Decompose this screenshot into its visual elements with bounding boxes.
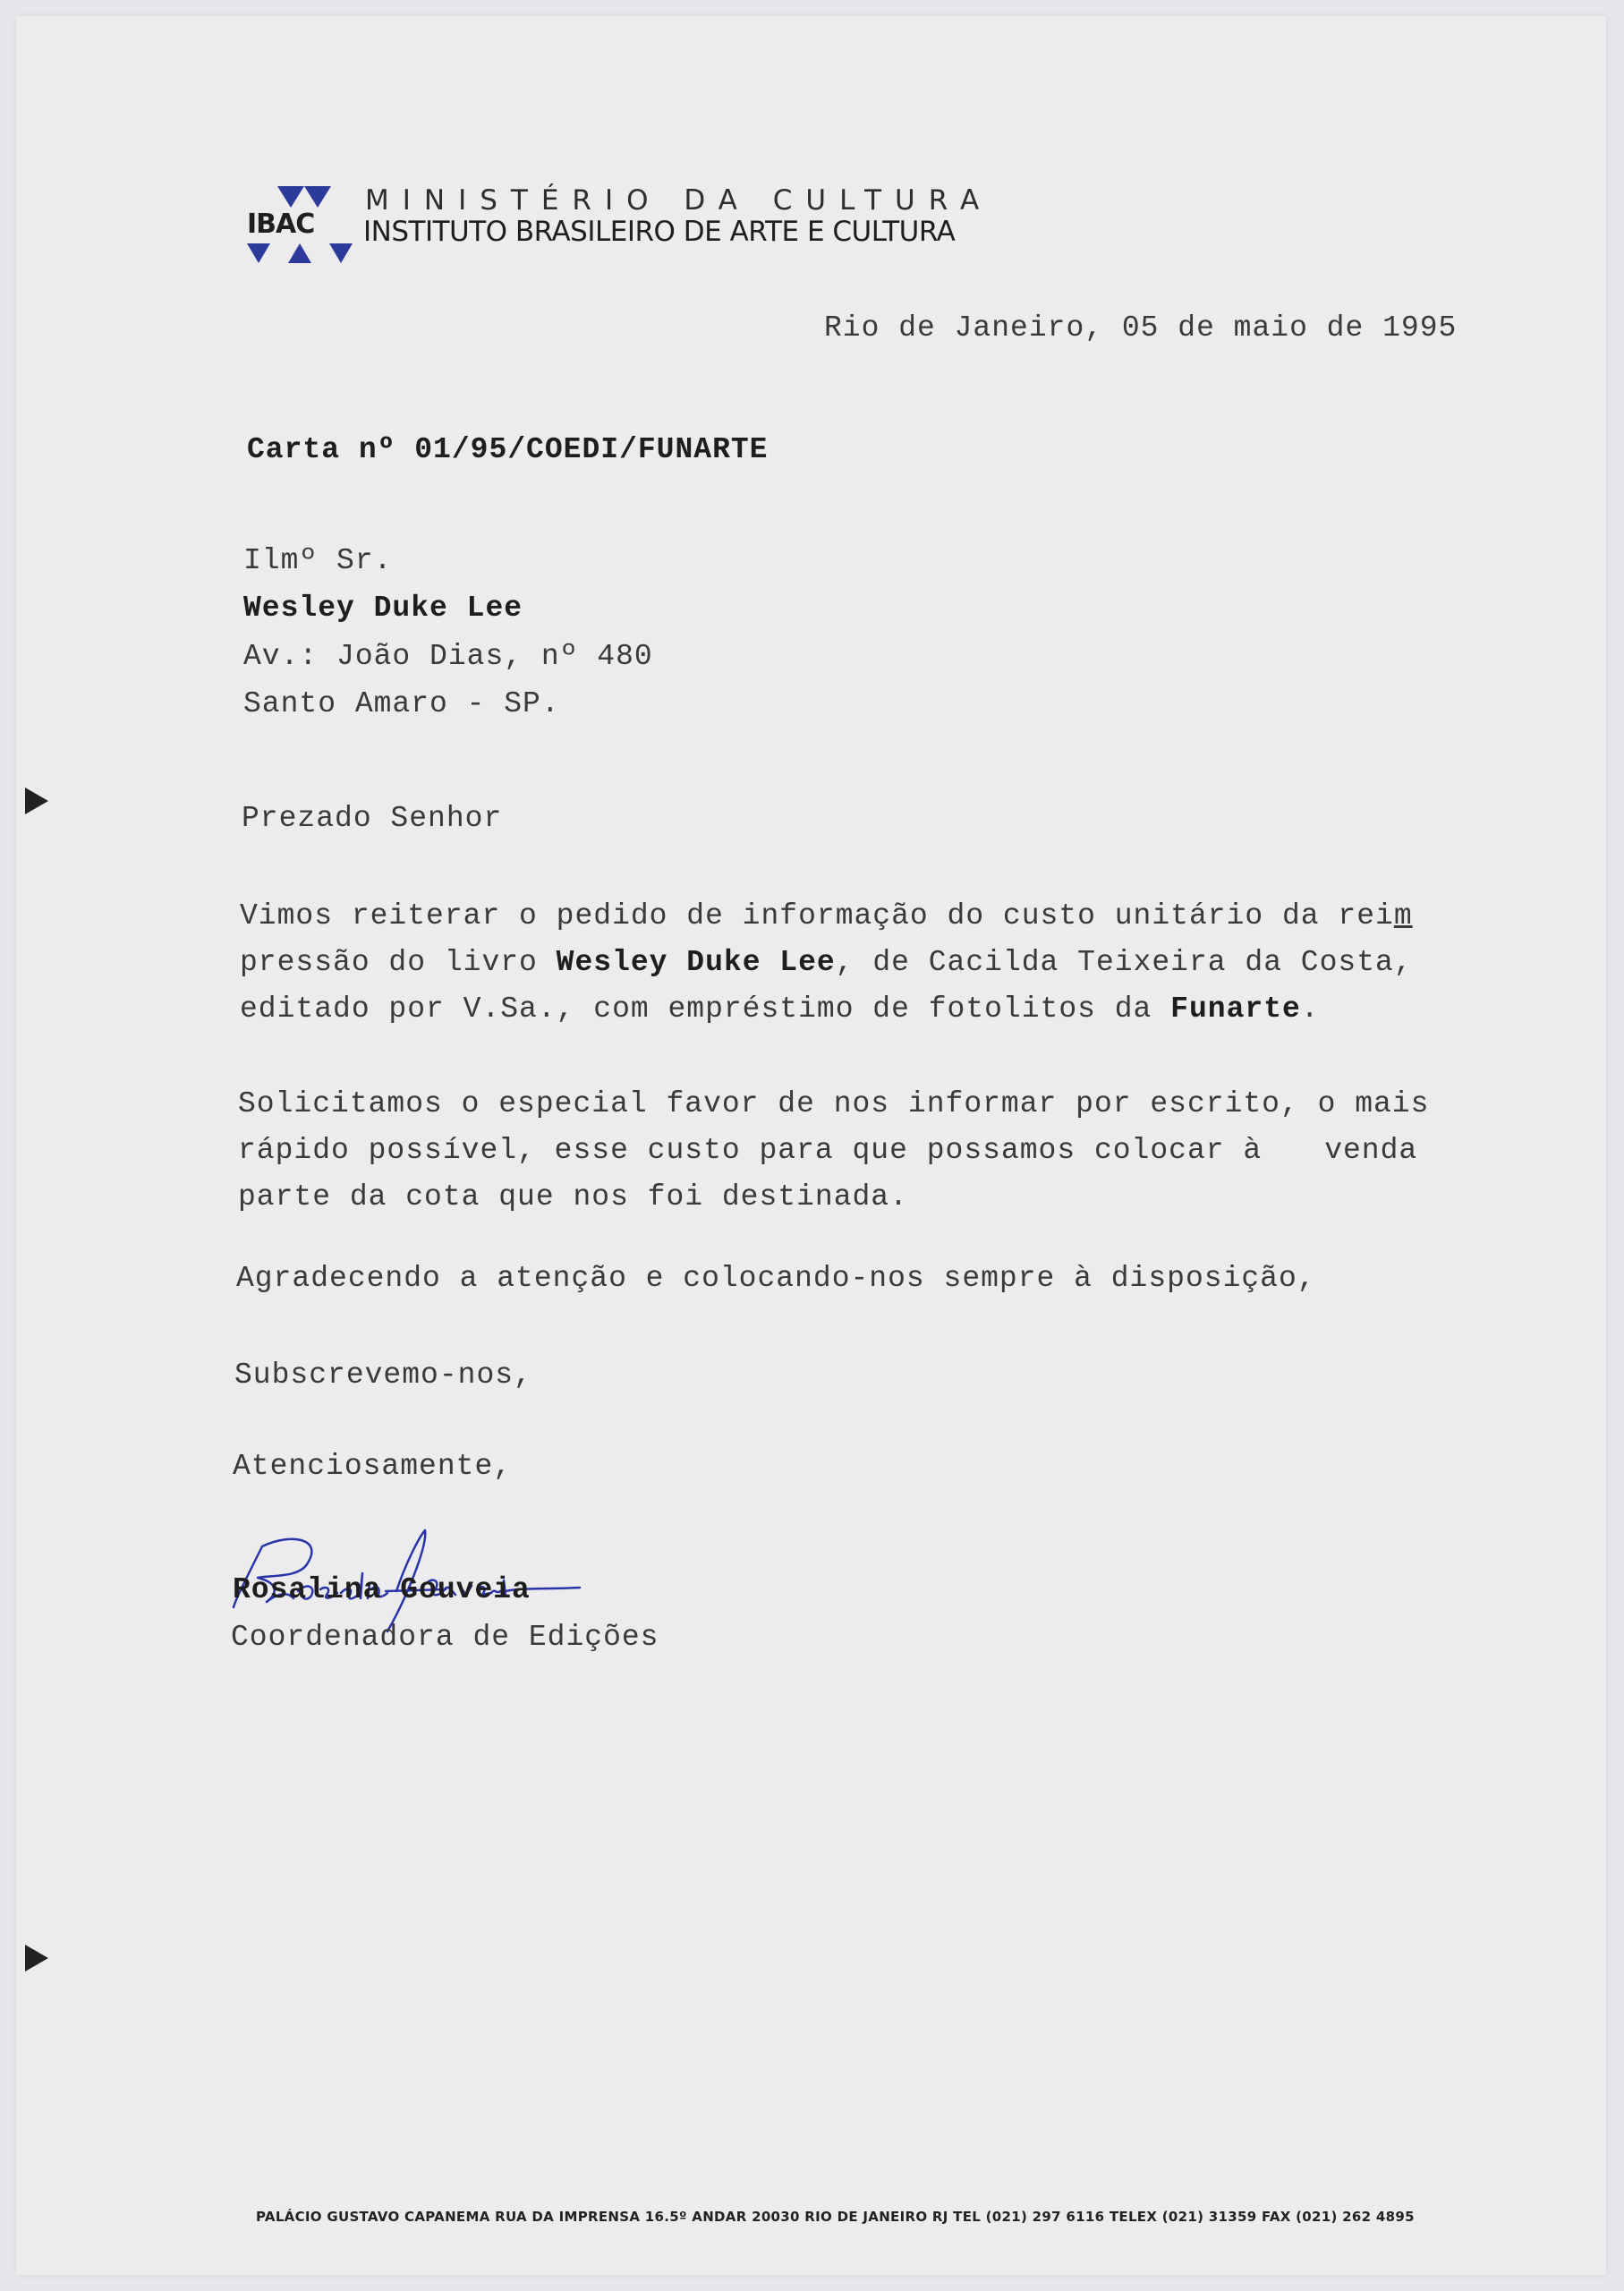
signatory-name: Rosalina Gouveia <box>233 1573 531 1606</box>
letter-reference: Carta nº 01/95/COEDI/FUNARTE <box>247 433 769 466</box>
paragraph-1-line-3: editado por V.Sa., com empréstimo de fotolitos da Funarte. <box>240 992 1320 1026</box>
letter-page <box>16 16 1606 2275</box>
greeting: Prezado Senhor <box>242 802 503 835</box>
date-line: Rio de Janeiro, 05 de maio de 1995 <box>824 311 1458 345</box>
fold-marker-top <box>25 788 48 814</box>
signatory-role: Coordenadora de Edições <box>231 1621 659 1654</box>
fold-marker-bottom <box>25 1945 48 1972</box>
body-paragraph-3: Agradecendo a atenção e colocando-nos sempre à disposição, <box>236 1262 1316 1295</box>
recipient-address-line1: Av.: João Dias, nº 480 <box>243 640 653 673</box>
body-paragraph-1 <box>240 893 1413 1033</box>
paragraph-2-line-1: Solicitamos o especial favor de nos informar por escrito, o mais <box>238 1087 1430 1120</box>
paragraph-2-line-3: parte da cota que nos foi destinada. <box>238 1180 908 1214</box>
logo-text: IBAC <box>247 209 315 240</box>
closing: Atenciosamente, <box>233 1450 513 1483</box>
body-paragraph-4: Subscrevemo-nos, <box>234 1358 532 1392</box>
paragraph-1-line-1: Vimos reiterar o pedido de informação do custo unitário da reim <box>240 899 1413 933</box>
letterhead-footer: PALÁCIO GUSTAVO CAPANEMA RUA DA IMPRENSA 16.5º ANDAR 20030 RIO DE JANEIRO RJ TEL (021) 297 6116 TELEX (021) 31359 FAX (021) 262 4895 <box>256 2209 1415 2225</box>
ministry-heading: MINISTÉRIO DA CULTURA <box>365 184 993 217</box>
paragraph-2-line-2: rápido possível, esse custo para que possamos colocar à venda <box>238 1134 1418 1167</box>
body-paragraph-2 <box>238 1081 1429 1221</box>
recipient-title: Ilmº Sr. <box>243 544 393 577</box>
recipient-address-line2: Santo Amaro - SP. <box>243 687 560 720</box>
institute-heading: INSTITUTO BRASILEIRO DE ARTE E CULTURA <box>363 216 956 248</box>
paragraph-1-line-2: pressão do livro Wesley Duke Lee, de Cacilda Teixeira da Costa, <box>240 946 1413 979</box>
recipient-name: Wesley Duke Lee <box>243 592 523 625</box>
